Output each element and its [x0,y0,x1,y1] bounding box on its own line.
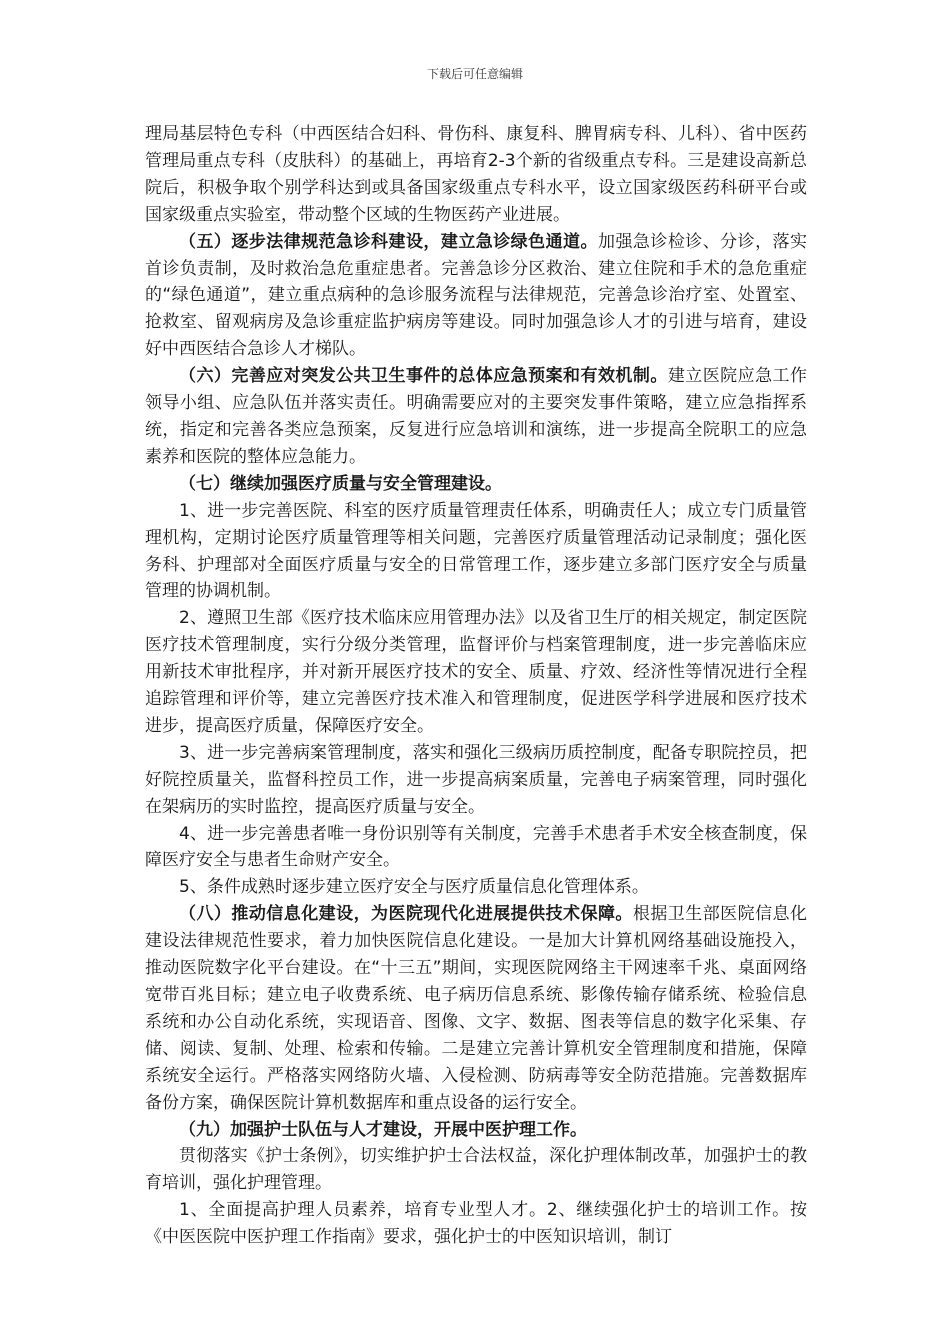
paragraph-heading: （五）逐步法律规范急诊科建设，建立急诊绿色通道。 [179,231,598,252]
document-body [145,121,807,1251]
paragraph-text: 加强急诊检诊、分诊，落实首诊负责制，及时救治急危重症患者。完善急诊分区救治、建立住院和手术的急危重症的“绿色通道”，建立重点病种的急诊服务流程与法律规范，完善急诊治疗室、处置室、抢救室、留观病房及急诊重症监护病房等建设。同时加强急诊人才的引进与培育，建设好中西医结合急诊人才梯队。 [145,231,808,360]
paragraph-item-7-4 [145,821,807,875]
paragraph-item-7-1 [145,498,807,606]
paragraph-section-7 [145,471,807,498]
paragraph-text: 根据卫生部医院信息化建设法律规范性要求，着力加快医院信息化建设。一是加大计算机网络基础设施投入，推动医院数字化平台建设。在“十三五”期间，实现医院网络主干网速率千兆、桌面网络宽带百兆目标；建立电子收费系统、电子病历信息系统、影像传输存储系统、检验信息系统和办公自动化系统，实现语音、图像、文字、数据、图表等信息的数字化采集、存储、阅读、复制、处理、检索和传输。二是建立完善计算机安全管理制度和措施，保障系统安全运行。严格落实网络防火墙、入侵检测、防病毒等安全防范措施。完善数据库备份方案，确保医院计算机数据库和重点设备的运行安全。 [145,904,808,1113]
paragraph-text: 1、全面提高护理人员素养，培育专业型人才。2、继续强化护士的培训工作。按《中医医院中医护理工作指南》要求，强化护士的中医知识培训，制订 [145,1200,807,1248]
paragraph-item-7-3 [145,740,807,821]
paragraph-text: 4、进一步完善患者唯一身份识别等有关制度，完善手术患者手术安全核查制度，保障医疗安全与患者生命财产安全。 [145,823,807,871]
paragraph-section-9 [145,1117,807,1144]
paragraph-text: 贯彻落实《护士条例》，切实维护护士合法权益，深化护理体制改革，加强护士的教育培训，强化护理管理。 [145,1146,807,1194]
page-header-note: 下载后可任意编辑 [426,67,523,81]
paragraph-section-6 [145,363,807,471]
paragraph-heading: （六）完善应对突发公共卫生事件的总体应急预案和有效机制。 [179,366,668,387]
paragraph-heading: （八）推动信息化建设，为医院现代化进展提供技术保障。 [179,904,633,925]
paragraph-section-8 [145,901,807,1116]
paragraph-text: 理局基层特色专科（中西医结合妇科、骨伤科、康复科、脾胃病专科、儿科）、省中医药管理局重点专科（皮肤科）的基础上，再培育2-3个新的省级重点专科。三是建设高新总院后，积极争取个别学科达到或具备国家级重点专科水平，设立国家级医药科研平台或国家级重点实验室，带动整个区域的生物医药产业进展。 [145,124,807,225]
paragraph-0 [145,121,807,229]
paragraph-item-7-5 [145,874,807,901]
paragraph-item-9-1 [145,1197,807,1251]
paragraph-heading: （七）继续加强医疗质量与安全管理建设。 [179,473,502,494]
paragraph-heading: （九）加强护士队伍与人才建设，开展中医护理工作。 [179,1119,587,1140]
paragraph-text: 建立医院应急工作领导小组、应急队伍并落实责任。明确需要应对的主要突发事件策略，建立应急指挥系统，指定和完善各类应急预案，反复进行应急培训和演练，进一步提高全院职工的应急素养和医院的整体应急能力。 [145,366,808,467]
paragraph-text: 2、遵照卫生部《医疗技术临床应用管理办法》以及省卫生厅的相关规定，制定医院医疗技术管理制度，实行分级分类管理，监督评价与档案管理制度，进一步完善临床应用新技术审批程序，并对新开展医疗技术的安全、质量、疗效、经济性等情况进行全程追踪管理和评价等，建立完善医疗技术准入和管理制度，促进医学科学进展和医疗技术进步，提高医疗质量，保障医疗安全。 [145,608,807,736]
paragraph-item-7-2 [145,605,807,740]
paragraph-text: 1、进一步完善医院、科室的医疗质量管理责任体系，明确责任人；成立专门质量管理机构，定期讨论医疗质量管理等相关问题，完善医疗质量管理活动记录制度；强化医务科、护理部对全面医疗质量与安全的日常管理工作，逐步建立多部门医疗安全与质量管理的协调机制。 [145,500,807,602]
paragraph-text: 3、进一步完善病案管理制度，落实和强化三级病历质控制度，配备专职院控员，把好院控质量关，监督科控员工作，进一步提高病案质量，完善电子病案管理，同时强化在架病历的实时监控，提高医疗质量与安全。 [145,742,807,817]
paragraph-section-9-intro [145,1143,807,1197]
paragraph-section-5 [145,229,807,364]
paragraph-text: 5、条件成熟时逐步建立医疗安全与医疗质量信息化管理体系。 [179,877,649,898]
